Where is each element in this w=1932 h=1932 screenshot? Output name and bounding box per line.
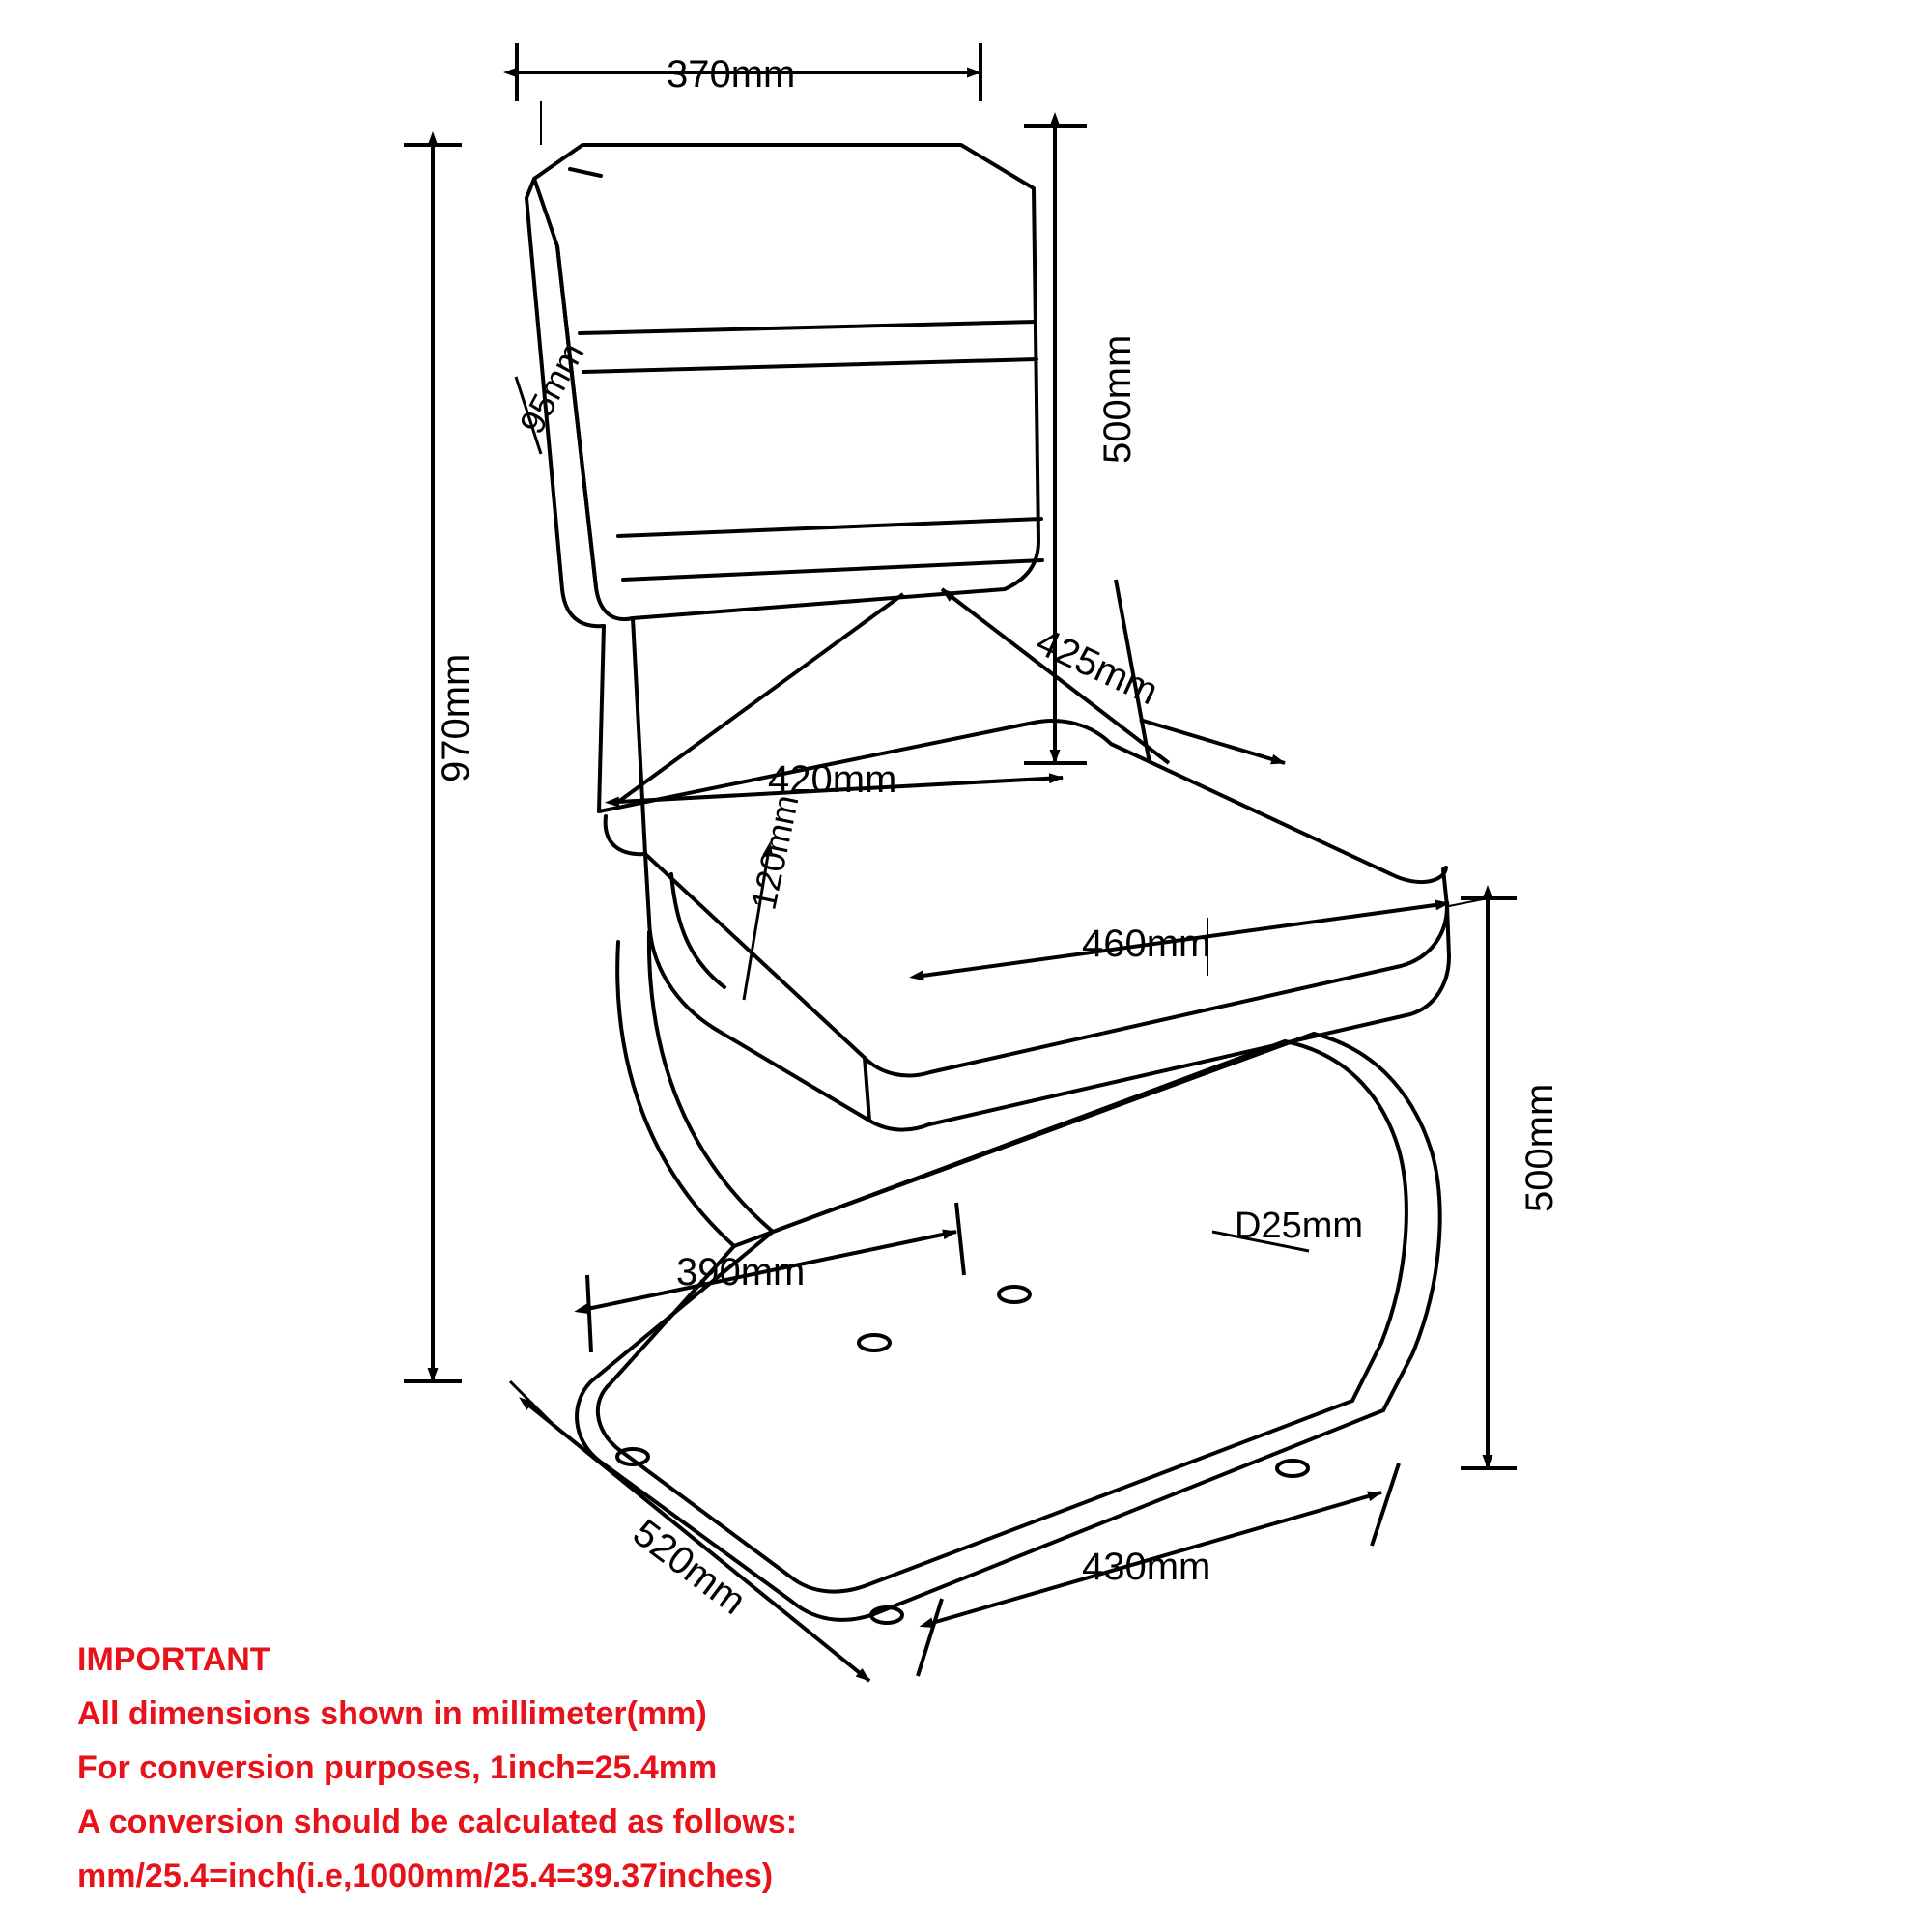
notes-line-4: mm/25.4=inch(i.e,1000mm/25.4=39.37inches) (77, 1858, 774, 1894)
dimension-label-seat-thickness: 120mm (743, 791, 807, 914)
dimension-label-seat-depth-diagonal: 425mm (1029, 620, 1165, 714)
important-notes (77, 1633, 797, 1903)
dimension-lines (404, 43, 1517, 1681)
dimension-label-seat-height: 500mm (1519, 1083, 1561, 1212)
dimension-label-width-top: 370mm (667, 53, 796, 96)
dimension-label-base-side-length: 520mm (625, 1511, 754, 1623)
dimension-label-base-front-depth: 390mm (676, 1251, 806, 1293)
notes-line-2: For conversion purposes, 1inch=25.4mm (77, 1749, 718, 1786)
dimension-label-backrest-band: 95mm (511, 335, 592, 440)
chair-outline (526, 145, 1449, 1623)
dimension-label-base-width: 430mm (1082, 1546, 1211, 1588)
dimension-label-seat-width-rear: 420mm (768, 758, 897, 801)
dimension-label-tube-diameter: D25mm (1235, 1206, 1364, 1246)
dimension-label-seat-front-width: 460mm (1082, 923, 1211, 965)
notes-line-3: A conversion should be calculated as follows: (77, 1804, 798, 1840)
notes-heading: IMPORTANT (77, 1641, 270, 1678)
dimension-label-overall-height: 970mm (435, 653, 477, 782)
notes-line-1: All dimensions shown in millimeter(mm) (77, 1695, 707, 1732)
dimension-label-back-height: 500mm (1096, 334, 1139, 464)
